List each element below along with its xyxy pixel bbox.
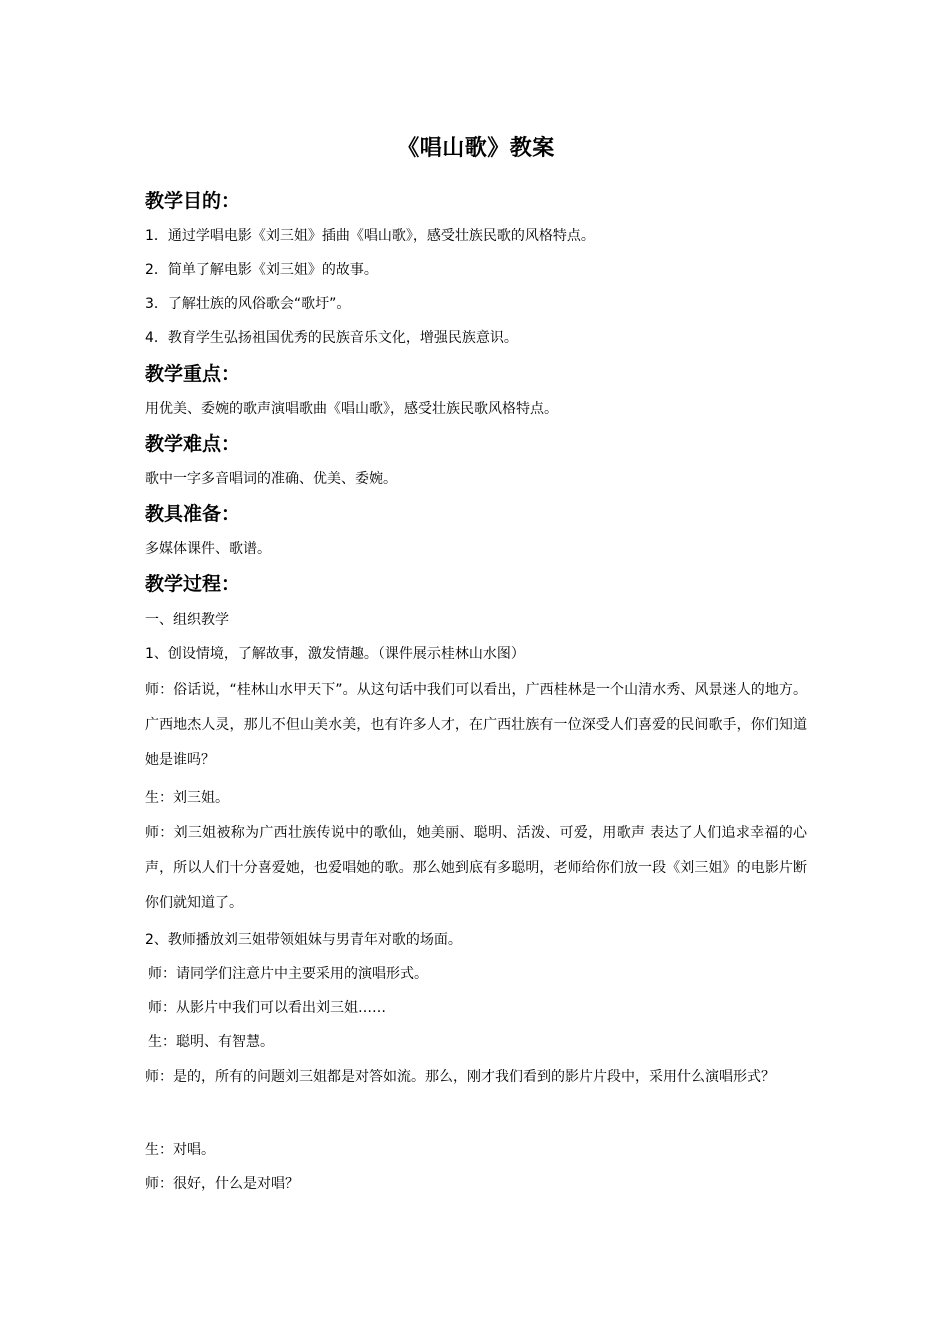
objective-item-2: 2．简单了解电影《刘三姐》的故事。 <box>145 262 378 278</box>
heading-key-points: 教学重点： <box>145 363 241 385</box>
process-line: 生：刘三姐。 <box>145 790 229 806</box>
process-paragraph: 师：是的，所有的问题刘三姐都是对答如流。那么，刚才我们看到的影片片段中，采用什么演唱形式？ <box>145 1069 775 1085</box>
process-line: 1、创设情境，了解故事，激发情趣。（课件展示桂林山水图） <box>145 646 525 662</box>
objective-item-4: 4．教育学生弘扬祖国优秀的民族音乐文化，增强民族意识。 <box>145 330 518 346</box>
process-line: 师：很好，什么是对唱？ <box>145 1176 299 1192</box>
difficulties-text: 歌中一字多音唱词的准确、优美、委婉。 <box>145 471 397 487</box>
materials-text: 多媒体课件、歌谱。 <box>145 541 271 557</box>
process-paragraph: 师：俗话说，“桂林山水甲天下”。从这句话中我们可以看出，广西桂林是一个山清水秀、风景迷人的地方。广西地杰人灵，那儿不但山美水美，也有许多人才，在广西壮族有一位深受人们喜爱的民间歌手，你们知道她是谁吗？ <box>145 682 807 768</box>
process-line: 生：聪明、有智慧。 <box>148 1034 274 1050</box>
heading-materials: 教具准备： <box>145 503 241 525</box>
process-line: 师：从影片中我们可以看出刘三姐…… <box>148 1000 386 1016</box>
document-title: 《唱山歌》教案 <box>397 136 555 161</box>
key-points-text: 用优美、委婉的歌声演唱歌曲《唱山歌》，感受壮族民歌风格特点。 <box>145 401 558 417</box>
process-paragraph: 师：刘三姐被称为广西壮族传说中的歌仙，她美丽、聪明、活泼、可爱，用歌声 表达了人们追求幸福的心声，所以人们十分喜爱她，也爱唱她的歌。那么她到底有多聪明，老师给你们放一段《刘三姐》的电影片断你们就知道了。 <box>145 825 807 911</box>
objective-item-1: 1．通过学唱电影《刘三姐》插曲《唱山歌》，感受壮族民歌的风格特点。 <box>145 228 595 244</box>
heading-difficulties: 教学难点： <box>145 433 241 455</box>
objective-item-3: 3．了解壮族的风俗歌会“歌圩”。 <box>145 296 351 312</box>
heading-process: 教学过程： <box>145 573 241 595</box>
process-line: 师：请同学们注意片中主要采用的演唱形式。 <box>148 966 428 982</box>
process-line: 一、组织教学 <box>145 612 229 628</box>
heading-objectives: 教学目的： <box>145 190 241 212</box>
process-line: 2、教师播放刘三姐带领姐妹与男青年对歌的场面。 <box>145 932 462 948</box>
process-line: 生：对唱。 <box>145 1142 215 1158</box>
